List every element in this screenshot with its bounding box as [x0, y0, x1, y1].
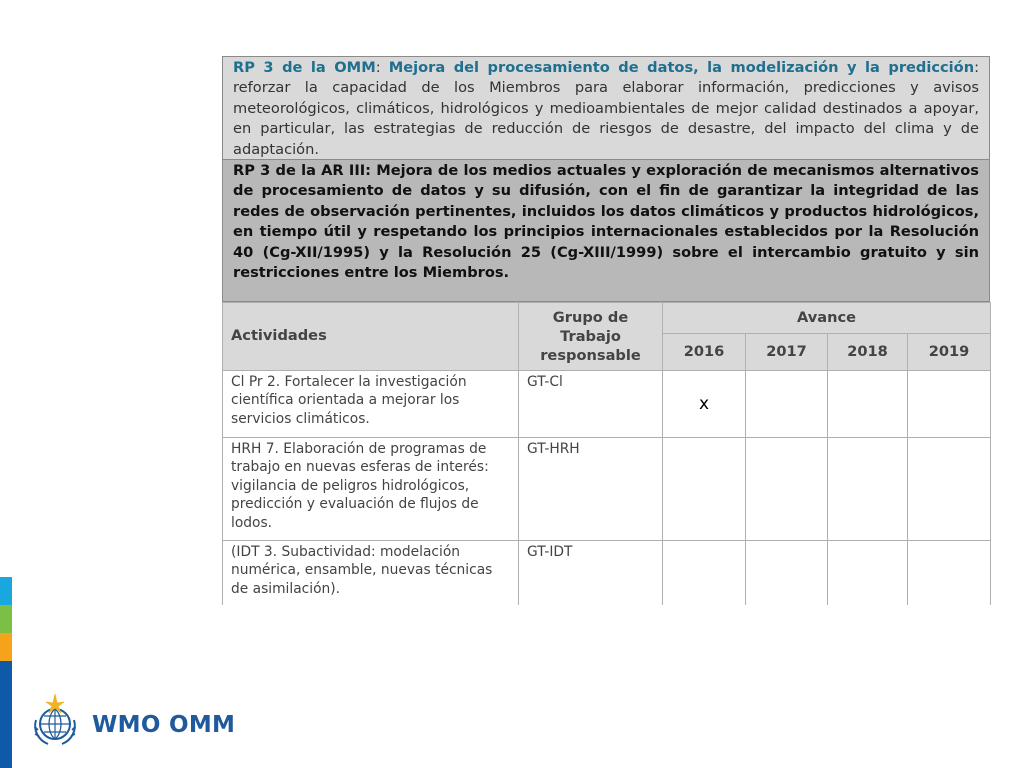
progress-cell [828, 371, 908, 438]
wmo-priority-box [222, 56, 990, 160]
header-group-line2: Trabajo [560, 328, 621, 345]
header-group-line3: responsable [540, 347, 641, 364]
header-year-2017: 2017 [746, 334, 828, 371]
header-year-2018: 2018 [828, 334, 908, 371]
progress-cell [908, 541, 991, 606]
table-row [223, 371, 991, 438]
header-year-2019: 2019 [908, 334, 991, 371]
logo-text: WMO OMM [92, 712, 236, 738]
table-row [223, 541, 991, 606]
activity-cell: Cl Pr 2. Fortalecer la investigación científica orientada a mejorar los servicios climáticos. [223, 371, 519, 438]
regional-priority-text: RP 3 de la AR III: Mejora de los medios actuales y exploración de mecanismos alternativos de procesamiento de datos y su difusión, con el fin de garantizar la integridad de las redes de observación pertinentes, incluidos los datos climáticos y productos hidrológicos, en tiempo útil y respetando los principios internacionales establecidos por la Resolución 40 (Cg-XII/1995) y la Resolución 25 (Cg-XIII/1999) sobre el intercambio gratuito y sin restricciones entre los Miembros. [233, 162, 979, 282]
progress-cell [828, 438, 908, 541]
priority-heading: RP 3 de la OMM [233, 59, 376, 76]
header-progress: Avance [663, 303, 991, 334]
table-row [223, 438, 991, 541]
priority-title: Mejora del procesamiento de datos, la modelización y la predicción [388, 59, 975, 76]
accent-bar-orange [0, 633, 12, 661]
accent-bar-cyan [0, 577, 12, 605]
header-group-line1: Grupo de [552, 309, 629, 326]
progress-cell: x [663, 371, 746, 438]
regional-priority-box [222, 159, 990, 302]
activity-cell: (IDT 3. Subactividad: modelación numérica, ensamble, nuevas técnicas de asimilación). [223, 541, 519, 606]
accent-bar-blue [0, 661, 12, 768]
group-cell: GT-IDT [519, 541, 663, 606]
progress-cell [908, 371, 991, 438]
activity-cell: HRH 7. Elaboración de programas de trabajo en nuevas esferas de interés: vigilancia de peligros hidrológicos, predicción y evaluación de flujos de lodos. [223, 438, 519, 541]
document-content [222, 56, 990, 605]
progress-cell [828, 541, 908, 606]
progress-cell [663, 438, 746, 541]
header-activities: Actividades [223, 303, 519, 371]
group-cell: GT-Cl [519, 371, 663, 438]
header-year-2016: 2016 [663, 334, 746, 371]
progress-cell [663, 541, 746, 606]
progress-cell [746, 438, 828, 541]
header-group [519, 303, 663, 371]
wmo-emblem-icon [35, 694, 75, 744]
activities-table [222, 302, 991, 605]
progress-cell [746, 541, 828, 606]
priority-body: : reforzar la capacidad de los Miembros para elaborar información, predicciones y avisos meteorológicos, climáticos, hidrológicos y medioambientales de mejor calidad destinados a apoyar, en particular, las estrategias de reducción de riesgos de desastre, del impacto del clima y de adaptación. [233, 59, 980, 158]
priority-colon: : [375, 59, 389, 76]
group-cell: GT-HRH [519, 438, 663, 541]
accent-bar-green [0, 605, 12, 633]
progress-cell [908, 438, 991, 541]
progress-cell [746, 371, 828, 438]
